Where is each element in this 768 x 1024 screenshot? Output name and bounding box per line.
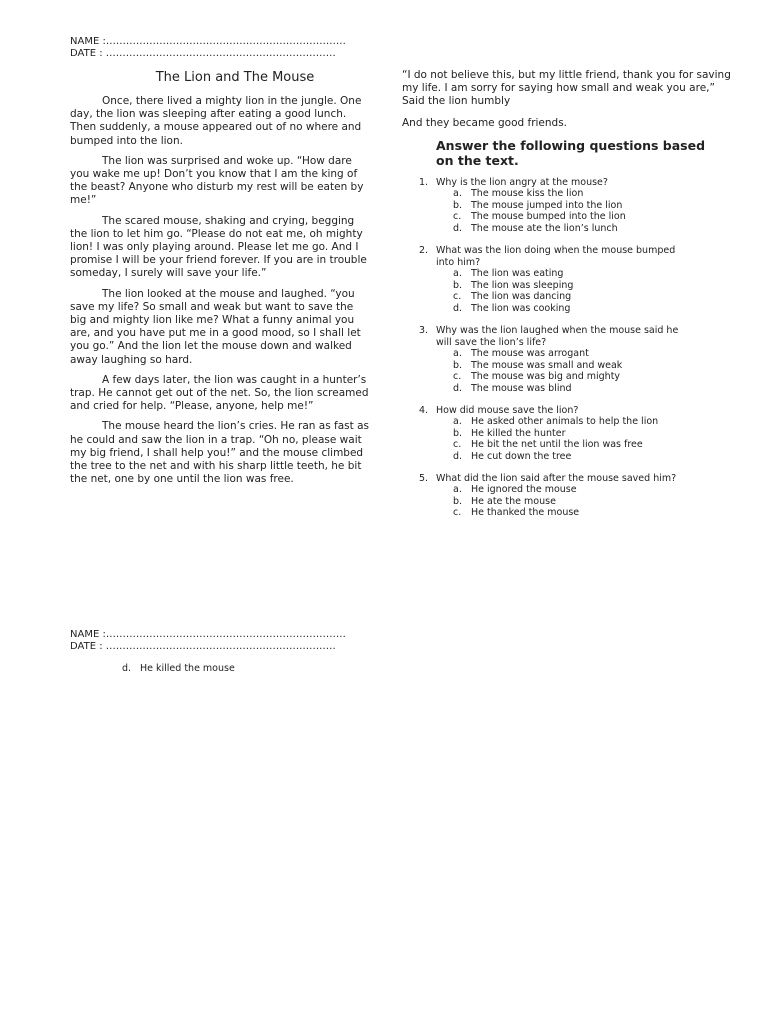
answer-option: c. The mouse bumped into the lion [453,211,626,222]
answer-option: a. He ignored the mouse [453,484,577,495]
question-text: What was the lion doing when the mouse bumped into him? [436,245,676,268]
date-line: DATE : …………………………………………………………… [70,641,336,652]
answer-option: c. The lion was dancing [453,291,572,302]
story-title: The Lion and The Mouse [155,70,315,85]
answer-option: d. He killed the mouse [122,663,235,674]
answer-option: b. The mouse jumped into the lion [453,199,623,211]
answer-option: c. He thanked the mouse [453,507,580,518]
answer-option: b. The lion was sleeping [453,279,574,291]
story-body [70,95,370,493]
answer-option: d. The lion was cooking [453,302,571,314]
answer-option: a. He asked other animals to help the lion [453,416,659,427]
question-2 [419,245,709,317]
answer-option: b. He ate the mouse [453,495,556,507]
story-ending: And they became good friends. [402,117,568,129]
answer-option: a. The mouse kiss the lion [453,188,584,199]
name-line: NAME :……………………………………………………………… [70,36,346,47]
answer-option: d. The mouse ate the lion’s lunch [453,222,618,234]
question-number: 1. [419,177,429,188]
answer-option: d. He cut down the tree [453,450,572,462]
question-number: 3. [419,325,429,336]
answer-option: b. The mouse was small and weak [453,359,623,371]
question-text: Why is the lion angry at the mouse? [436,177,608,188]
answer-option: a. The lion was eating [453,268,564,279]
name-line: NAME :……………………………………………………………… [70,629,346,640]
quiz-instruction: Answer the following questions based on the text. [436,138,706,168]
answer-option: a. The mouse was arrogant [453,348,589,359]
story-paragraph: Once, there lived a mighty lion in the jungle. One day, the lion was sleeping after eating a good lunch. Then suddenly, a mouse appeared out of no where and bumped into the lion. [70,95,362,147]
question-text: Why was the lion laughed when the mouse said he will save the lion’s life? [436,325,679,348]
question-number: 5. [419,473,429,484]
question-number: 2. [419,245,429,256]
question-1 [419,177,709,237]
story-paragraph: The scared mouse, shaking and crying, begging the lion to let him go. “Please do not eat me, oh mighty lion! I was only playing around. Please let me go. And I promise I will be your friend forever. If you are in trouble someday, I surely will save your life.” [70,214,367,280]
story-paragraph: A few days later, the lion was caught in a hunter’s trap. He cannot get out of the net. So, the lion screamed and cried for help. “Please, anyone, help me!” [70,373,369,413]
question-5 [419,473,709,521]
question-4 [419,405,709,465]
question-text: What did the lion said after the mouse saved him? [436,473,677,484]
question-number: 4. [419,405,429,416]
answer-option: c. He bit the net until the lion was free [453,439,643,450]
question-text: How did mouse save the lion? [436,405,579,416]
story-paragraph: The lion looked at the mouse and laughed. “you save my life? So small and weak but want to save the big and mighty lion like me? What a funny animal you are, and you have put me in a good mood, so I shall let you go.” And the lion let the mouse down and walked away laughing so hard. [70,287,361,366]
story-paragraph: The lion was surprised and woke up. “How dare you wake me up! Don’t you know that I am the king of the beast? Anyone who disturb my rest will be eaten by me!” [70,154,364,207]
question-3 [419,325,709,397]
answer-option: d. The mouse was blind [453,382,572,394]
answer-option: b. He killed the hunter [453,427,566,439]
story-paragraph: The mouse heard the lion’s cries. He ran as fast as he could and saw the lion in a trap. “Oh no, please wait my big friend, I shall help you!” and the mouse climbed the tree to the net and with his sharp little teeth, he bit the net, one by one until the lion was free. [70,420,370,486]
story-continuation: “I do not believe this, but my little friend, thank you for saving my life. I am sorry for saying how small and weak you are,” Said the lion humbly [402,69,731,108]
date-line: DATE : …………………………………………………………… [70,48,336,59]
answer-option: c. The mouse was big and mighty [453,371,621,382]
